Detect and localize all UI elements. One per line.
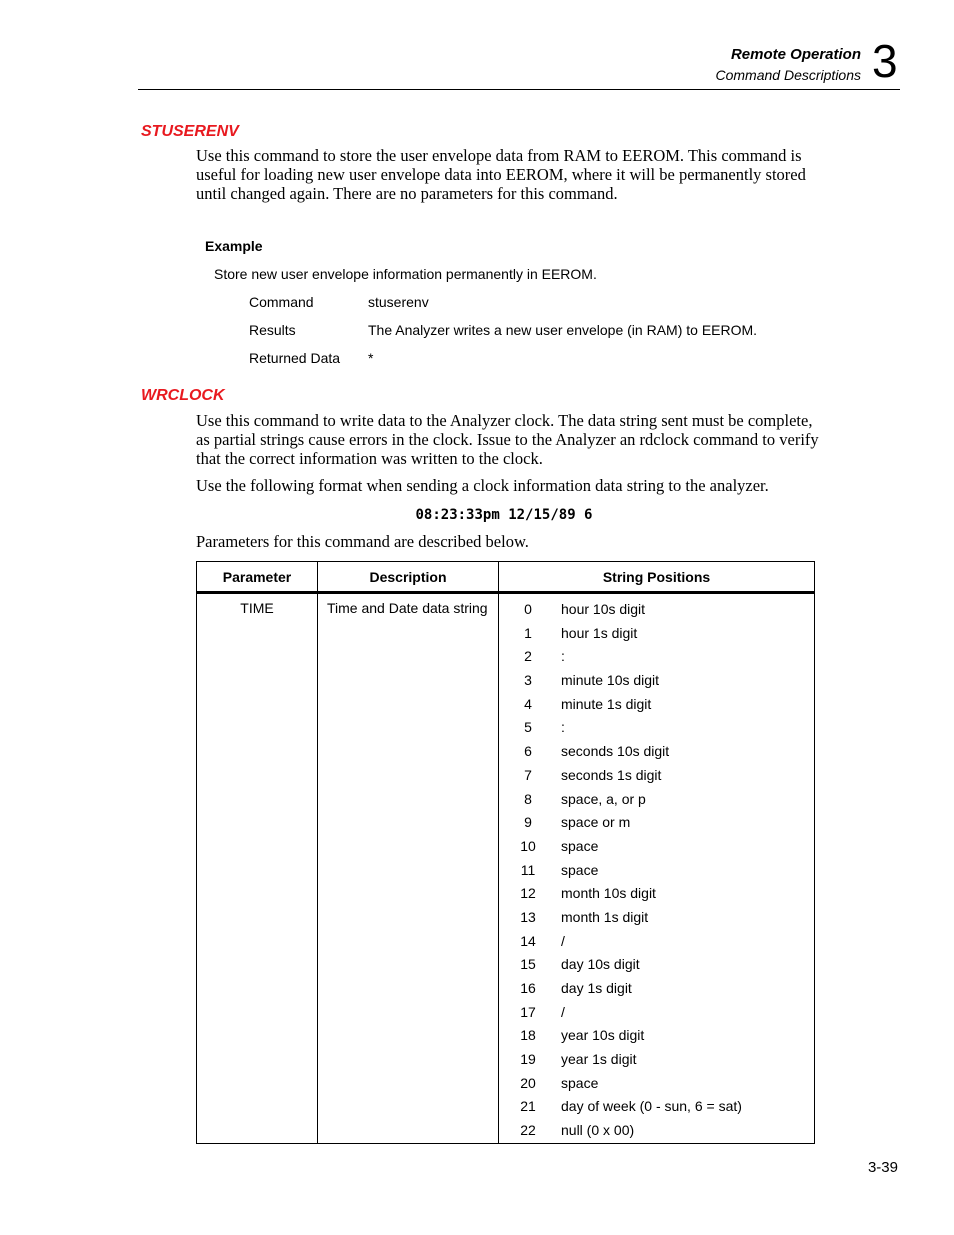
list-item	[499, 977, 814, 1001]
position-description: space or m	[561, 814, 631, 831]
position-index: 9	[524, 814, 532, 831]
description-cell: Time and Date data string	[318, 593, 499, 1144]
running-header-title: Remote Operation	[730, 46, 861, 63]
column-header-string-positions: String Positions	[499, 562, 815, 593]
position-description: year 1s digit	[561, 1051, 637, 1068]
wrclock-format-string: 08:23:33pm 12/15/89 6	[415, 507, 593, 523]
position-description: day 1s digit	[561, 980, 632, 996]
column-header-parameter: Parameter	[197, 562, 318, 593]
position-description: :	[561, 648, 565, 665]
position-description: space, a, or p	[561, 790, 646, 807]
parameter-cell: TIME	[197, 593, 318, 1144]
list-item	[499, 740, 814, 764]
section-heading-wrclock: WRCLOCK	[141, 387, 225, 404]
chapter-number: 3	[872, 35, 898, 87]
position-index: 4	[524, 695, 532, 712]
position-index: 2	[524, 648, 532, 665]
example-label-results: Results	[249, 322, 296, 338]
position-description: space	[561, 861, 599, 878]
list-item	[499, 1024, 814, 1048]
example-description: Store new user envelope information permanently in EEROM.	[214, 266, 597, 282]
string-positions-cell	[499, 593, 815, 1144]
position-description: month 1s digit	[561, 908, 649, 925]
header-rule	[138, 89, 900, 90]
example-heading: Example	[205, 238, 263, 254]
list-item	[499, 598, 814, 622]
list-item	[499, 953, 814, 977]
position-description: year 10s digit	[561, 1027, 645, 1044]
list-item	[499, 835, 814, 859]
section-heading-stuserenv: STUSERENV	[141, 123, 239, 140]
position-index: 16	[520, 980, 536, 996]
list-item	[499, 788, 814, 812]
position-description: month 10s digit	[561, 885, 656, 902]
wrclock-parameters-intro: Parameters for this command are described below.	[196, 532, 529, 551]
parameters-table	[196, 561, 815, 1144]
list-item	[499, 906, 814, 930]
string-positions-list	[499, 594, 814, 1143]
position-index: 21	[520, 1098, 536, 1115]
example-value-command: stuserenv	[368, 294, 429, 310]
position-description: day 10s digit	[561, 956, 640, 973]
position-index: 15	[520, 956, 536, 973]
position-index: 0	[524, 601, 532, 617]
wrclock-format-intro: Use the following format when sending a clock information data string to the analyzer.	[196, 476, 769, 495]
position-index: 3	[524, 672, 532, 689]
wrclock-description: Use this command to write data to the Analyzer clock. The data string sent must be complete, as partial strings cause errors in the clock. Issue to the Analyzer an rdclock command to verify that the correct information was written to the clock.	[196, 411, 819, 468]
list-item	[499, 811, 814, 835]
example-value-results: The Analyzer writes a new user envelope (in RAM) to EEROM.	[368, 322, 758, 338]
list-item	[499, 764, 814, 788]
position-index: 1	[524, 624, 532, 641]
table-header-row	[197, 562, 815, 593]
list-item	[499, 1119, 814, 1143]
position-index: 17	[520, 1003, 536, 1020]
list-item	[499, 1001, 814, 1025]
position-index: 10	[520, 837, 536, 854]
list-item	[499, 1095, 814, 1119]
position-description: null (0 x 00)	[561, 1122, 635, 1139]
position-index: 22	[520, 1122, 536, 1139]
position-index: 20	[520, 1074, 536, 1091]
stuserenv-description: Use this command to store the user envelope data from RAM to EEROM. This command is useful for loading new user envelope data into EEROM, where it will be permanently stored until changed again. There are no parameters for this command.	[196, 146, 806, 203]
position-description: seconds 10s digit	[561, 743, 670, 760]
position-index: 8	[524, 790, 532, 807]
list-item	[499, 693, 814, 717]
position-index: 6	[524, 743, 532, 760]
example-label-command: Command	[249, 294, 314, 310]
position-description: /	[561, 1003, 565, 1020]
list-item	[499, 882, 814, 906]
position-description: :	[561, 719, 565, 736]
list-item	[499, 716, 814, 740]
position-index: 11	[520, 861, 536, 878]
position-description: /	[561, 932, 565, 949]
position-index: 7	[524, 766, 532, 783]
wrclock-format-example	[0, 507, 954, 523]
position-description: seconds 1s digit	[561, 766, 662, 783]
list-item	[499, 859, 814, 883]
position-index: 5	[524, 719, 532, 736]
position-description: space	[561, 837, 599, 854]
page-number: 3-39	[867, 1159, 898, 1176]
position-index: 14	[520, 932, 536, 949]
column-header-description: Description	[318, 562, 499, 593]
position-description: minute 1s digit	[561, 695, 652, 712]
position-description: day of week (0 - sun, 6 = sat)	[561, 1098, 742, 1115]
list-item	[499, 622, 814, 646]
position-index: 19	[520, 1051, 536, 1068]
position-description: minute 10s digit	[561, 672, 660, 689]
list-item	[499, 645, 814, 669]
position-index: 18	[520, 1027, 536, 1044]
position-description: hour 10s digit	[561, 601, 646, 617]
list-item	[499, 669, 814, 693]
running-header-subtitle: Command Descriptions	[715, 67, 861, 83]
example-label-returned-data: Returned Data	[249, 350, 341, 366]
list-item	[499, 930, 814, 954]
example-value-returned-data: *	[368, 350, 374, 366]
position-description: hour 1s digit	[561, 624, 638, 641]
list-item	[499, 1048, 814, 1072]
table-row	[197, 593, 815, 1144]
position-index: 12	[520, 885, 536, 902]
position-index: 13	[520, 908, 536, 925]
position-description: space	[561, 1074, 599, 1091]
list-item	[499, 1072, 814, 1096]
